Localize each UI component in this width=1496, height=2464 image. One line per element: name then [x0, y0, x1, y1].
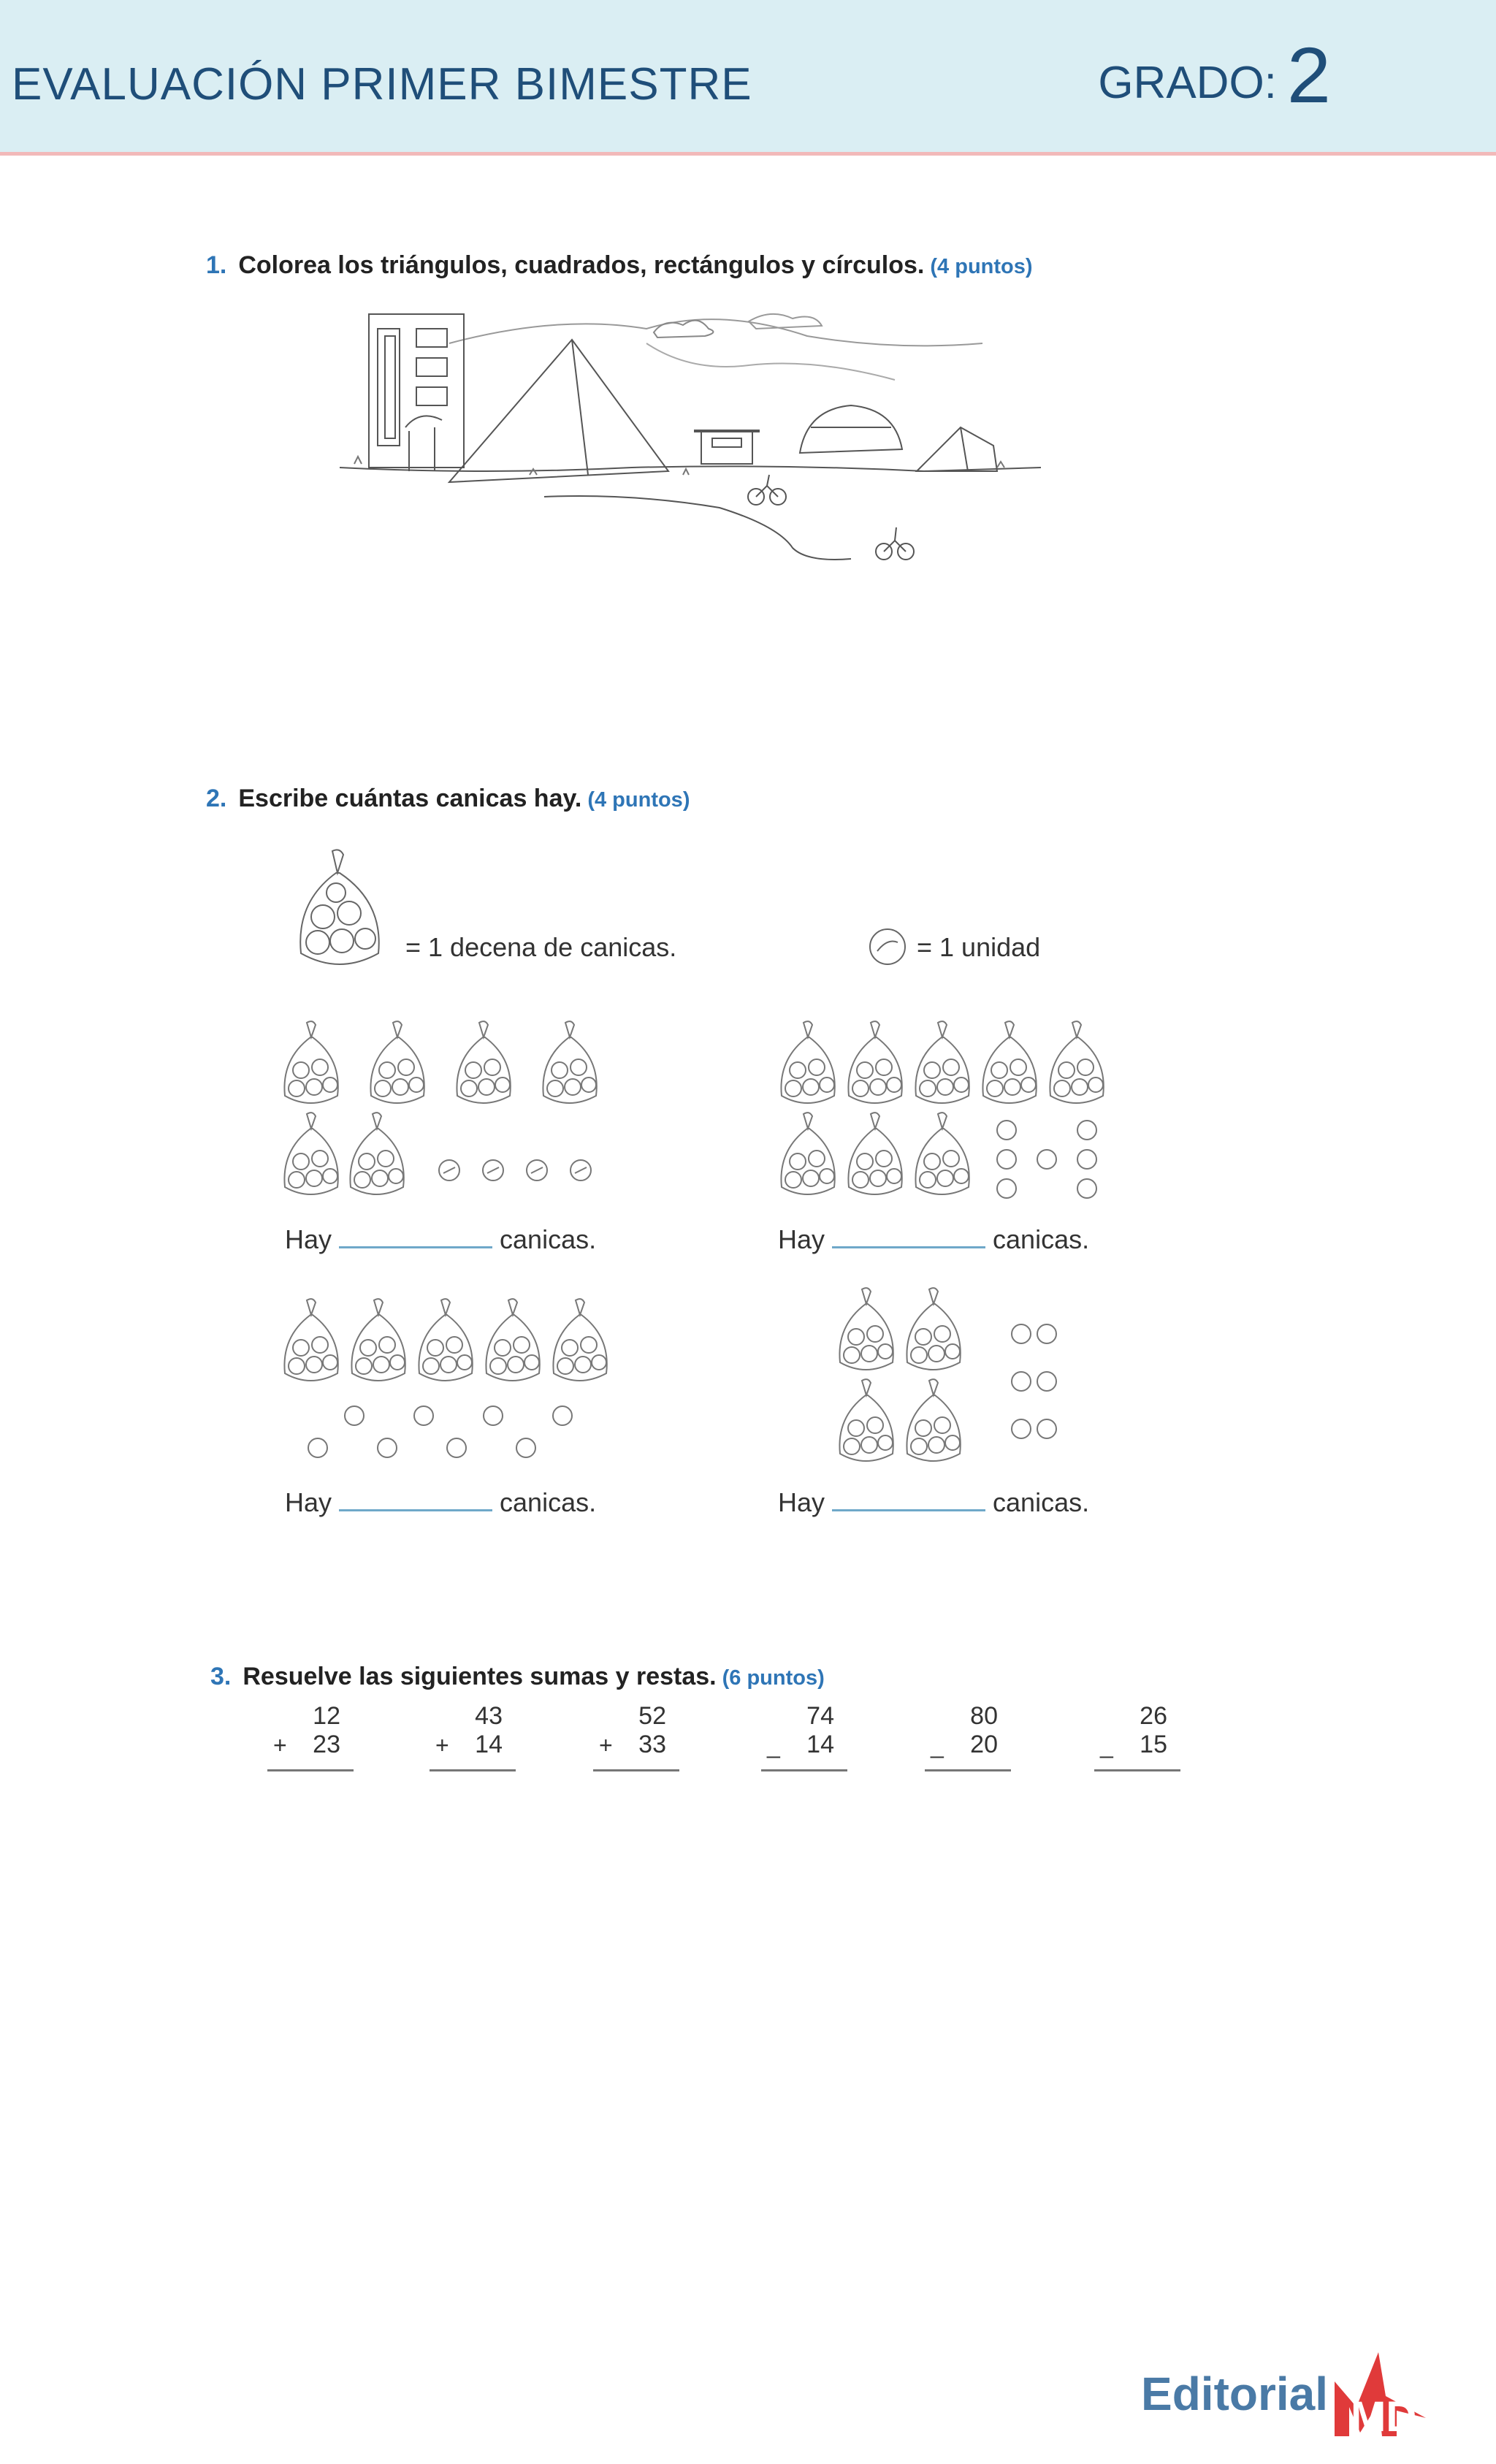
answer-2-blank[interactable] [832, 1224, 985, 1248]
operation-5-bottom: 20 [970, 1731, 998, 1758]
grade-indicator [1098, 29, 1331, 121]
answer-1-canicas: canicas. [500, 1224, 597, 1254]
operation-5-sign: _ [931, 1732, 944, 1758]
grade-label: GRADO: [1098, 58, 1277, 108]
operation-2 [430, 1702, 516, 1771]
legend-bag-text: = 1 decena de canicas. [405, 932, 677, 962]
operation-1-answer-line[interactable] [267, 1769, 354, 1771]
operation-3-bottom: 33 [638, 1731, 666, 1758]
logo-text: Editorial [1141, 2368, 1329, 2420]
operation-5-top: 80 [970, 1702, 998, 1730]
answer-1-hay: Hay [285, 1224, 332, 1254]
logo-md-mark-icon [1327, 2338, 1433, 2440]
question-3-number: 3. [210, 1663, 232, 1690]
question-1-title [206, 251, 1033, 280]
operation-5-answer-line[interactable] [925, 1769, 1011, 1771]
operation-2-sign: + [435, 1732, 449, 1758]
question-2-text: Escribe cuántas canicas hay. [238, 785, 582, 812]
answer-2-canicas: canicas. [993, 1224, 1090, 1254]
operation-3 [593, 1702, 679, 1771]
operation-2-bottom: 14 [475, 1731, 503, 1758]
operation-4-sign: _ [767, 1732, 780, 1758]
marble-group-1 [278, 1019, 628, 1209]
operation-3-answer-line[interactable] [593, 1769, 679, 1771]
answer-3-hay: Hay [285, 1487, 332, 1517]
page-title: EVALUACIÓN PRIMER BIMESTRE [12, 59, 752, 110]
answer-1-blank[interactable] [339, 1224, 492, 1248]
legend-marble-bag-icon [292, 847, 387, 975]
operation-6-sign: _ [1100, 1732, 1113, 1758]
answer-3-canicas: canicas. [500, 1487, 597, 1517]
question-2-number: 2. [206, 785, 227, 812]
question-3-points: (6 puntos) [722, 1666, 825, 1690]
question-2-title [206, 785, 690, 813]
answer-line-1 [285, 1224, 596, 1255]
answer-4-blank[interactable] [832, 1487, 985, 1511]
operation-5 [925, 1702, 1011, 1771]
operation-6-answer-line[interactable] [1094, 1769, 1180, 1771]
question-1-number: 1. [206, 251, 227, 279]
operation-1-top: 12 [313, 1702, 340, 1730]
answer-4-canicas: canicas. [993, 1487, 1090, 1517]
operation-6 [1094, 1702, 1180, 1771]
answer-line-2 [778, 1224, 1089, 1255]
operation-3-top: 52 [638, 1702, 666, 1730]
legend-unit-text: = 1 unidad [917, 932, 1041, 962]
operation-2-top: 43 [475, 1702, 503, 1730]
editorial-md-logo [1141, 2338, 1433, 2440]
shapes-landscape-illustration [340, 300, 1056, 570]
operation-4-answer-line[interactable] [761, 1769, 847, 1771]
marble-group-2 [774, 1019, 1118, 1209]
operation-4-bottom: 14 [806, 1731, 834, 1758]
question-1-points: (4 puntos) [930, 255, 1033, 278]
operation-1-bottom: 23 [313, 1731, 340, 1758]
grade-value: 2 [1286, 31, 1331, 119]
operation-4 [761, 1702, 847, 1771]
question-3-text: Resuelve las siguientes sumas y restas. [243, 1663, 717, 1690]
operation-4-top: 74 [806, 1702, 834, 1730]
answer-line-4 [778, 1487, 1089, 1518]
question-3-title [210, 1663, 825, 1691]
answer-4-hay: Hay [778, 1487, 825, 1517]
question-2-points: (4 puntos) [587, 788, 690, 812]
answer-2-hay: Hay [778, 1224, 825, 1254]
logo-mark-text: MD [1351, 2393, 1417, 2440]
operation-6-top: 26 [1140, 1702, 1167, 1730]
question-1-text: Colorea los triángulos, cuadrados, rectángulos y círculos. [238, 251, 925, 279]
operation-6-bottom: 15 [1140, 1731, 1167, 1758]
operation-1-sign: + [273, 1732, 287, 1758]
page-header [0, 0, 1496, 156]
legend-marble-unit-icon [866, 925, 909, 969]
operation-3-sign: + [599, 1732, 613, 1758]
marble-group-4 [833, 1286, 1081, 1476]
marble-group-3 [278, 1297, 628, 1472]
answer-line-3 [285, 1487, 596, 1518]
operation-1 [267, 1702, 354, 1771]
answer-3-blank[interactable] [339, 1487, 492, 1511]
operation-2-answer-line[interactable] [430, 1769, 516, 1771]
